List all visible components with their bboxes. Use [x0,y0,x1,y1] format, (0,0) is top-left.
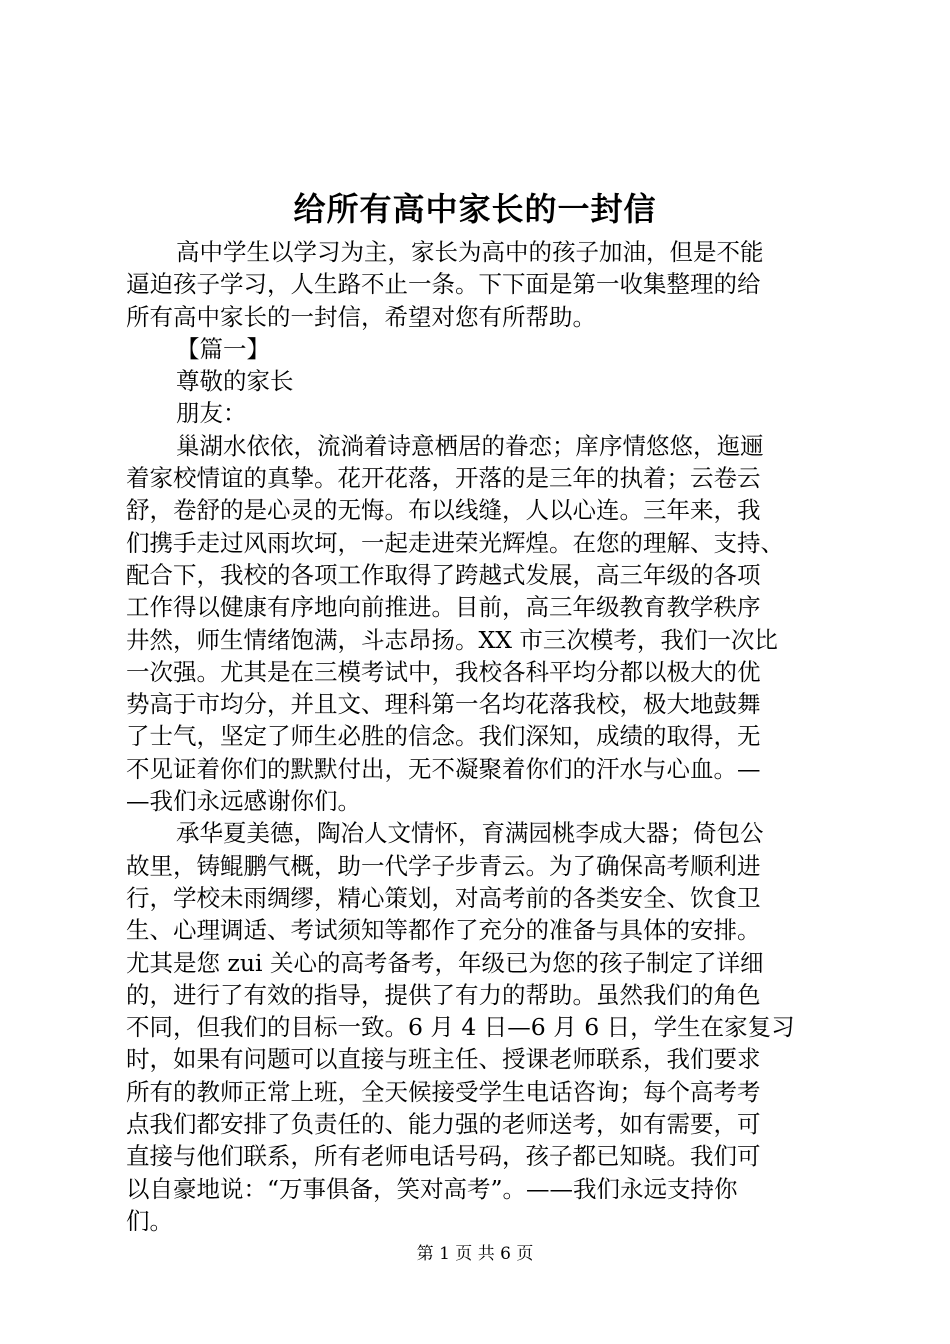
body-line: —我们永远感谢你们。 [126,787,361,816]
body-line: 点我们都安排了负责任的、能力强的老师送考，如有需要，可 [126,1110,761,1139]
body-line: 不见证着你们的默默付出，无不凝聚着你们的汗水与心血。— [126,754,761,783]
body-line: 着家校情谊的真挚。花开花落，开落的是三年的执着；云卷云 [126,464,761,493]
body-line: 直接与他们联系，所有老师电话号码，孩子都已知晓。我们可 [126,1142,761,1171]
body-line: 配合下，我校的各项工作取得了跨越式发展，高三年级的各项 [126,560,761,589]
body-line: 尊敬的家长 [176,367,294,396]
body-line: 工作得以健康有序地向前推进。目前，高三年级教育教学秩序 [126,593,761,622]
body-line: 朋友： [176,399,247,428]
body-line: 势高于市均分，并且文、理科第一名均花落我校，极大地鼓舞 [126,690,761,719]
page-footer: 第 1 页 共 6 页 [416,1244,534,1264]
body-line: 舒，卷舒的是心灵的无悔。布以线缝，人以心连。三年来，我 [126,496,761,525]
body-line: 的，进行了有效的指导，提供了有力的帮助。虽然我们的角色 [126,980,761,1009]
body-line: 所有高中家长的一封信，希望对您有所帮助。 [126,302,596,331]
body-line: 逼迫孩子学习，人生路不止一条。下下面是第一收集整理的给 [126,270,761,299]
body-line: 了士气，坚定了师生必胜的信念。我们深知，成绩的取得，无 [126,722,761,751]
body-line: 井然，师生情绪饱满，斗志昂扬。XX 市三次模考，我们一次比 [126,625,778,654]
body-line: 尤其是您 zui 关心的高考备考，年级已为您的孩子制定了详细 [126,948,764,977]
body-line: 生、心理调适、考试须知等都作了充分的准备与具体的安排。 [126,916,761,945]
body-line: 一次强。尤其是在三模考试中，我校各科平均分都以极大的优 [126,657,761,686]
body-line: 以自豪地说：“万事俱备，笑对高考”。——我们永远支持你 [126,1174,738,1203]
body-line: 不同，但我们的目标一致。6 月 4 日—6 月 6 日，学生在家复习 [126,1013,795,1042]
body-line: 故里，铸鲲鹏气概，助一代学子步青云。为了确保高考顺利进 [126,851,761,880]
document-body [126,236,831,1237]
body-line: 巢湖水依依，流淌着诗意栖居的眷恋；庠序情悠悠，迤逦 [176,431,764,460]
body-line: 所有的教师正常上班，全天候接受学生电话咨询；每个高考考 [126,1077,761,1106]
body-line: 高中学生以学习为主，家长为高中的孩子加油，但是不能 [176,238,764,266]
document-title: 给所有高中家长的一封信 [293,190,657,228]
body-line: 【篇一】 [176,334,270,363]
body-line: 们。 [126,1206,173,1235]
body-line: 行，学校未雨绸缪，精心策划，对高考前的各类安全、饮食卫 [126,883,761,912]
body-line: 承华夏美德，陶冶人文情怀，育满园桃李成大器；倚包公 [176,819,764,848]
body-line: 时，如果有问题可以直接与班主任、授课老师联系，我们要求 [126,1045,761,1074]
body-line: 们携手走过风雨坎坷，一起走进荣光辉煌。在您的理解、支持、 [126,528,784,557]
